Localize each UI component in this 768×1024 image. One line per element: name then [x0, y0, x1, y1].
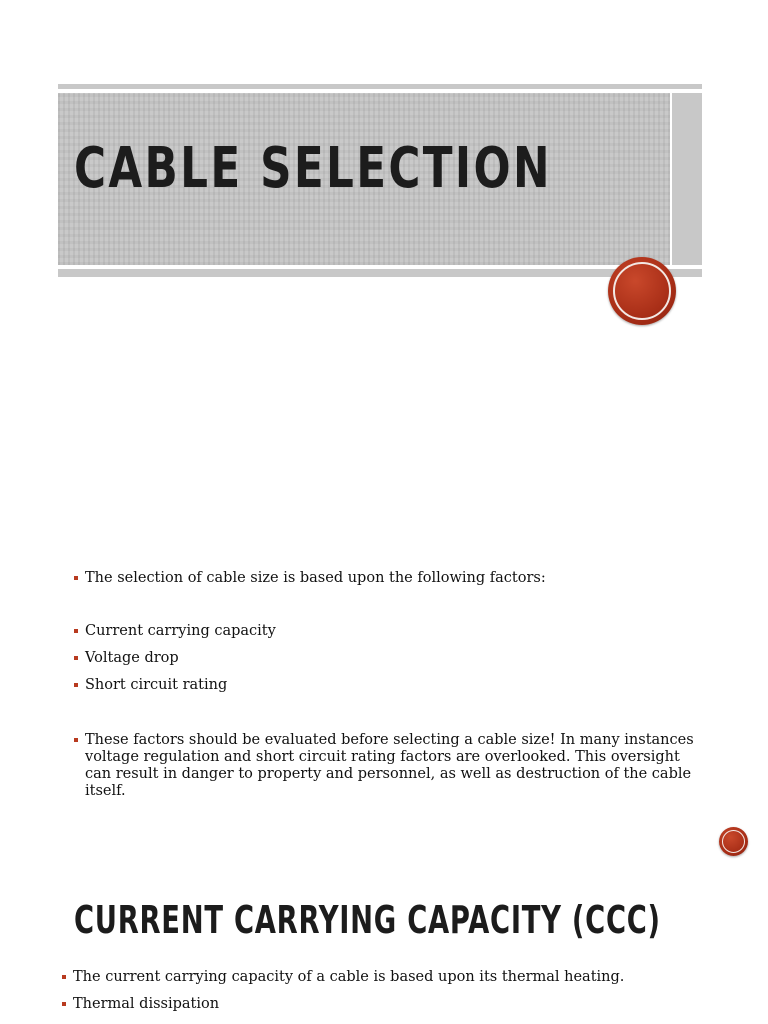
- list-item: [74, 650, 694, 667]
- square-bullet-icon: [74, 629, 78, 633]
- section-heading: CURRENT CARRYING CAPACITY (CCC): [74, 898, 661, 942]
- note-text: These factors should be evaluated before selecting a cable size! In many instances voltage regulation and short circuit rating factors are overlooked. This oversight can result in danger to property and personnel, as well as destruction of the cable itself.: [85, 732, 694, 799]
- factor-text: Current carrying capacity: [85, 623, 276, 639]
- square-bullet-icon: [74, 683, 78, 687]
- square-bullet-icon: [74, 656, 78, 660]
- note-list: [74, 732, 694, 800]
- factor-text: Short circuit rating: [85, 677, 228, 693]
- square-bullet-icon: [62, 975, 66, 979]
- list-item: [74, 623, 694, 640]
- square-bullet-icon: [74, 738, 78, 742]
- intro-text: The selection of cable size is based upon the following factors:: [85, 570, 546, 586]
- red-circle-ornament-icon: [719, 827, 748, 856]
- factor-text: Voltage drop: [85, 650, 179, 666]
- square-bullet-icon: [62, 1002, 66, 1006]
- red-circle-ornament-icon: [608, 257, 676, 325]
- ccc-text: Thermal dissipation: [73, 996, 220, 1012]
- ccc-text: The current carrying capacity of a cable is based upon its thermal heating.: [73, 969, 625, 985]
- banner-stripe-bottom: [58, 265, 702, 269]
- intro-list: [74, 570, 694, 587]
- list-item: [62, 996, 742, 1013]
- list-item: [74, 677, 694, 694]
- list-item: [74, 732, 694, 800]
- list-item: [74, 570, 694, 587]
- slide-title: CABLE SELECTION: [74, 136, 552, 201]
- title-banner: [58, 84, 702, 277]
- list-item: [62, 969, 742, 986]
- square-bullet-icon: [74, 576, 78, 580]
- factors-list: [74, 623, 694, 704]
- banner-divider: [670, 93, 672, 265]
- ccc-list: [62, 969, 742, 1023]
